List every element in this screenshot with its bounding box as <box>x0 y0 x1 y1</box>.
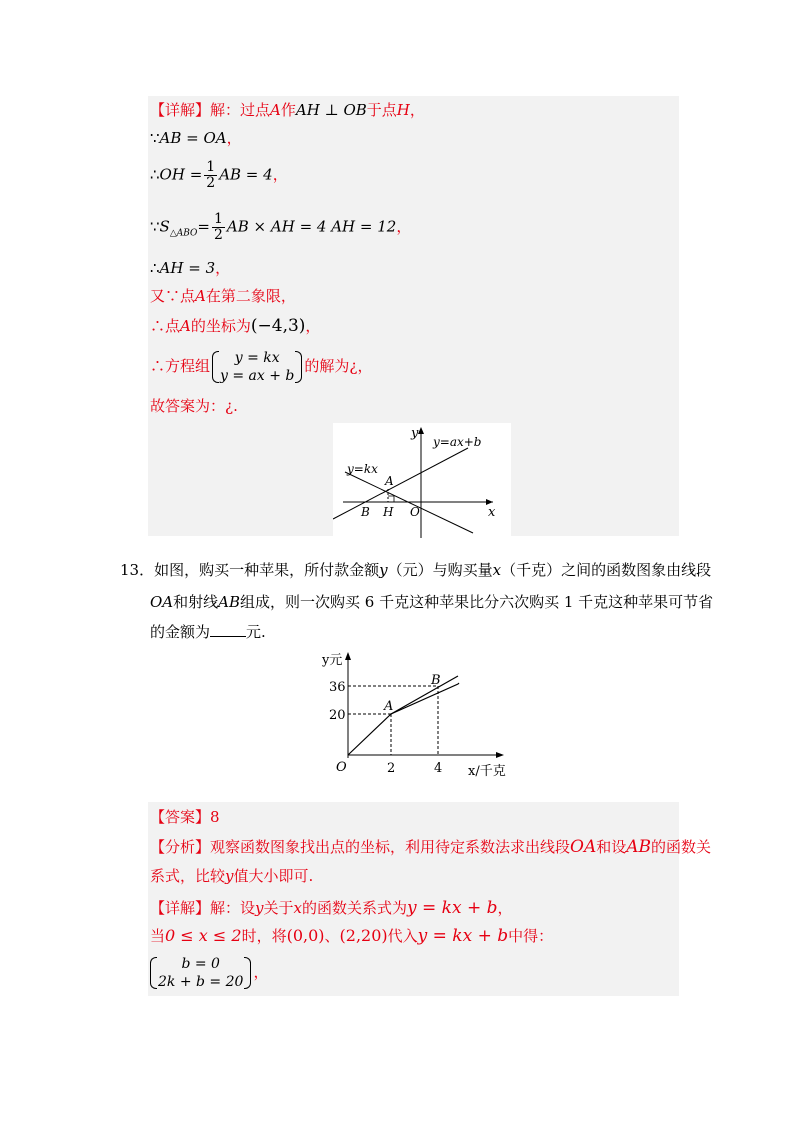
point-H-label: H <box>383 505 394 519</box>
x-axis-label: x/千克 <box>468 764 506 779</box>
point-B-label: B <box>431 673 441 688</box>
origin-label: O <box>336 760 347 775</box>
solution-line-1: 【详解】解：过点A作AH ⊥ OB于点H， <box>150 101 425 119</box>
solution-line-9: 故答案为：¿. <box>150 397 238 415</box>
answer-blank <box>210 622 246 637</box>
solution-line-8: ∴方程组 y = kx y = ax + b 的解为¿， <box>150 350 373 384</box>
y-axis-label: y元 <box>322 653 343 668</box>
detail-line-1: 【详解】解：设y关于x的函数关系式为y = kx + b， <box>150 898 513 918</box>
question-13-line-3: 的金额为 元. <box>150 623 266 641</box>
origin-label: O <box>410 505 420 519</box>
tick-2: 2 <box>387 761 396 776</box>
point-A-label: A <box>385 474 394 488</box>
figure-background <box>333 423 511 543</box>
fraction-half: $\frac{1}{2}$ <box>214 211 223 243</box>
detail-line-3: b = 0 2k + b = 20 ， <box>148 952 268 992</box>
question-13-line-1: 13．如图，购买一种苹果，所付款金额y（元）与购买量x（千克）之间的函数图象由线段 <box>120 561 712 579</box>
tick-36: 36 <box>329 680 346 695</box>
x-axis-arrow <box>496 752 504 758</box>
detail-line-2: 当0 ≤ x ≤ 2时，将(0,0)、(2,20)代入y = kx + b中得： <box>150 926 554 946</box>
solution-line-6: 又∵点A在第二象限， <box>150 287 296 305</box>
tick-4: 4 <box>434 761 443 776</box>
ray-AB <box>391 676 458 714</box>
equation-system: b = 0 2k + b = 20 <box>148 955 253 991</box>
solution-line-2: ∵AB = OA， <box>150 129 242 147</box>
point-B-label: B <box>361 505 370 519</box>
answer-line: 【答案】8 <box>150 808 220 826</box>
question-number: 13． <box>120 561 155 579</box>
equation-system: y = kx y = ax + b <box>210 349 304 385</box>
y-axis-arrow <box>345 652 351 660</box>
answer-value: 8 <box>210 808 220 826</box>
figure-lines-intersection <box>333 423 511 543</box>
analysis-line-2: 系式，比较y值大小即可. <box>150 867 314 885</box>
y-axis-label: y <box>411 426 419 441</box>
x-axis-label: x <box>488 505 496 520</box>
question-13-line-2: OA和射线AB组成，则一次购买 6 千克这种苹果比分六次购买 1 千克这种苹果可节省 <box>150 593 714 611</box>
analysis-line-1: 【分析】观察函数图象找出点的坐标，利用待定系数法求出线段OA和设AB的函数关 <box>150 837 712 857</box>
solution-line-7: ∴点A的坐标为(−4,3)， <box>150 316 321 336</box>
figure-price-graph <box>318 648 518 780</box>
point-A-label: A <box>384 699 394 714</box>
segment-OA <box>348 683 459 755</box>
tick-20: 20 <box>329 708 346 723</box>
solution-line-3: ∴OH = $\frac{1}{2}$ AB = 4， <box>150 159 288 191</box>
fraction-half: $\frac{1}{2}$ <box>206 159 216 191</box>
line1-label: y=ax+b <box>433 435 482 449</box>
solution-line-4: $\because S_{\triangle ABO}=$ $\frac{1}{2}$ AB × AH = 4 AH = 12， <box>150 211 412 243</box>
solution-line-5: ∴AH = 3， <box>150 259 231 277</box>
line2-label: y=kx <box>347 462 378 476</box>
